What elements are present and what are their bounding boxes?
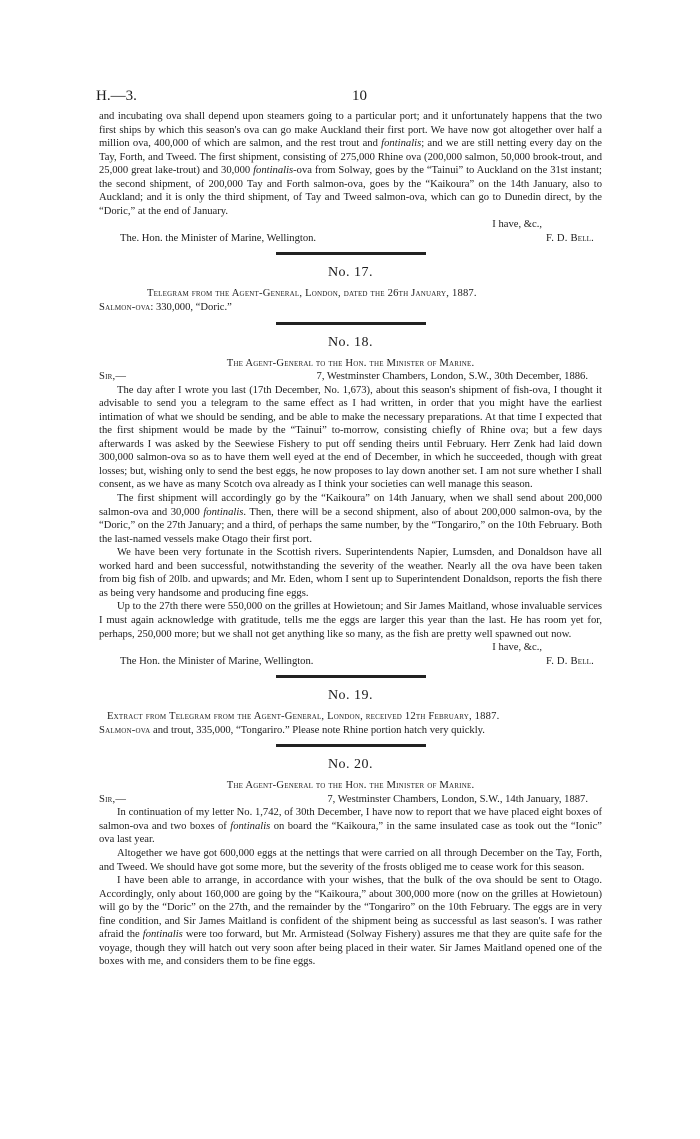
section-divider	[276, 252, 426, 255]
signature: F. D. Bell.	[545, 655, 594, 667]
continued-paragraph: and incubating ova shall depend upon steamers going to a particular port; and it unfortunately happens that the two first ships by which this season's ova can go make Auckland their first port. We have now got altogether over half a million ova, 400,000 of which are salmon, and the rest trout and fontinalis; and we are still netting every day on the Tay, Forth, and Tweed. The first shipment, consisting of 275,000 Rhine ova (200,000 salmon, 50,000 brook-trout, and 25,000 great lake-trout) and 30,000 fontinalis-ova from Solway, goes by the “Tainui” to Auckland on the 31st instant; the second shipment, of 200,000 Tay and Forth salmon-ova, goes by the “Kaikoura” on the 14th January, also to Auckland; and it is only the third shipment, of Tay and Tweed salmon-ova, which can go to Dunedin direct, by the “Doric,” at the end of January.	[99, 111, 602, 217]
closing-line: I have, &c.,	[492, 642, 542, 654]
page-number: 10	[352, 88, 367, 104]
sender-address: 7, Westminster Chambers, London, S.W., 14th January, 1887.	[327, 793, 588, 805]
paragraph: We have been very fortunate in the Scottish rivers. Superintendents Napier, Lumsden, and Donaldson have all worked hard and been successful, notwithstanding the severity of the weather. Nearly all the ova have been taken from big fish of 20lb. and upwards; and Mr. Eden, whom I sent up to Superintendent Donaldson, reports the fish there as being very handsome and producing fine eggs.	[99, 547, 602, 599]
closing-line: I have, &c.,	[492, 219, 542, 231]
letter-address-row	[99, 793, 602, 807]
section-heading-no19: No. 19.	[327, 688, 374, 704]
section-divider	[276, 744, 426, 747]
telegram-content: Salmon-ova: 330,000, “Doric.”	[99, 302, 232, 314]
letter-title: The Agent-General to the Hon. the Minister of Marine.	[226, 357, 475, 369]
paragraph: The day after I wrote you last (17th December, No. 1,673), about this season's shipment of fish-ova, I thought it advisable to send you a telegram to the same effect as I had written, in order that you might have the earliest intimation of what we should be sending, and be able to make the necessary preparations. At that time I expected that the first shipment would be made by the “Tainui” to-morrow, consisting chiefly of Rhine ova; but a few days afterwards I was asked by the Seewiese Fishery to put off sending theirs until February. Herr Zenk had laid down 300,000 salmon-ova so as to have them well eyed at the end of December, in which he succeeded, though with great losses; but, wishing only to send the best eggs, he now proposes to lay down another set. I am not sure whether I shall consent, as we have as many Scotch ova already as I think your societies can well manage this season.	[99, 384, 602, 491]
section-divider	[276, 322, 426, 325]
signature-row	[99, 655, 602, 669]
paragraph: The first shipment will accordingly go by the “Kaikoura” on 14th January, when we shall send about 200,000 salmon-ova and 30,000 fontinalis. Then, there will be a second shipment, also of about 200,000 salmon-ova, by the “Doric,” on the 27th January; and a third, of perhaps the same number, by the “Tongariro,” on the 10th February. Both the last-named vessels make Otago their first port.	[99, 493, 602, 545]
addressee: The. Hon. the Minister of Marine, Wellington.	[120, 232, 317, 244]
salutation: Sir,—	[99, 793, 127, 805]
series-code: H.—3.	[96, 88, 137, 104]
paragraph: Up to the 27th there were 550,000 on the grilles at Howietoun; and Sir James Maitland, whose invaluable services I must again acknowledge with gratitude, tells me the eggs are larger this year than the last. He has room yet for, perhaps, 250,000 more; but we shall not get anything like so many, as the fish are pretty well spawned out now.	[99, 601, 602, 640]
section-heading-no20: No. 20.	[327, 757, 374, 773]
paragraph: In continuation of my letter No. 1,742, of 30th December, I have now to report that we have placed eight boxes of salmon-ova and two boxes of fontinalis on board the “Kaikoura,” in the same insulated case as took out the “Ionic” ova last year.	[99, 807, 602, 846]
section-heading-no18: No. 18.	[327, 334, 374, 350]
telegram-content: Salmon-ova and trout, 335,000, “Tongariro.” Please note Rhine portion hatch very quickly.	[99, 724, 485, 736]
salutation: Sir,—	[99, 371, 127, 383]
letter-address-row	[99, 370, 602, 384]
section-divider	[276, 675, 426, 678]
paragraph: Altogether we have got 600,000 eggs at the nettings that were carried on all through December on the Tay, Forth, and Tweed. We should have got some more, but the severity of the frosts obliged me to cease work for this season.	[99, 847, 602, 873]
addressee: The Hon. the Minister of Marine, Wellington.	[120, 655, 314, 667]
signature-row	[99, 232, 602, 246]
telegram-line: Telegram from the Agent-General, London, dated the 26th January, 1887.	[147, 288, 477, 300]
letter-title: The Agent-General to the Hon. the Minister of Marine.	[226, 780, 475, 792]
document-body	[99, 110, 602, 969]
sender-address: 7, Westminster Chambers, London, S.W., 30th December, 1886.	[316, 371, 588, 383]
signature: F. D. Bell.	[545, 232, 594, 244]
paragraph: I have been able to arrange, in accordance with your wishes, that the bulk of the ova should be sent to Otago. Accordingly, only about 160,000 are going by the “Kaikoura,” about 300,000 more (now on the grilles at Howietoun) will go by the “Doric” on the 27th, and the remainder by the “Tongariro” on the 10th February. The eggs are in very fine condition, and Sir James Maitland is confident of the shipment being as successful as last season's. I was rather afraid the fontinalis were too forward, but Mr. Armistead (Solway Fishery) assures me that they are quite safe for the voyage, though they will hatch out very soon after being placed in their water. Sir James Maitland opened one of the boxes with me, and considers them to be fine eggs.	[99, 875, 602, 968]
extract-line: Extract from Telegram from the Agent-General, London, received 12th February, 1887.	[107, 711, 500, 723]
section-heading-no17: No. 17.	[327, 265, 374, 281]
